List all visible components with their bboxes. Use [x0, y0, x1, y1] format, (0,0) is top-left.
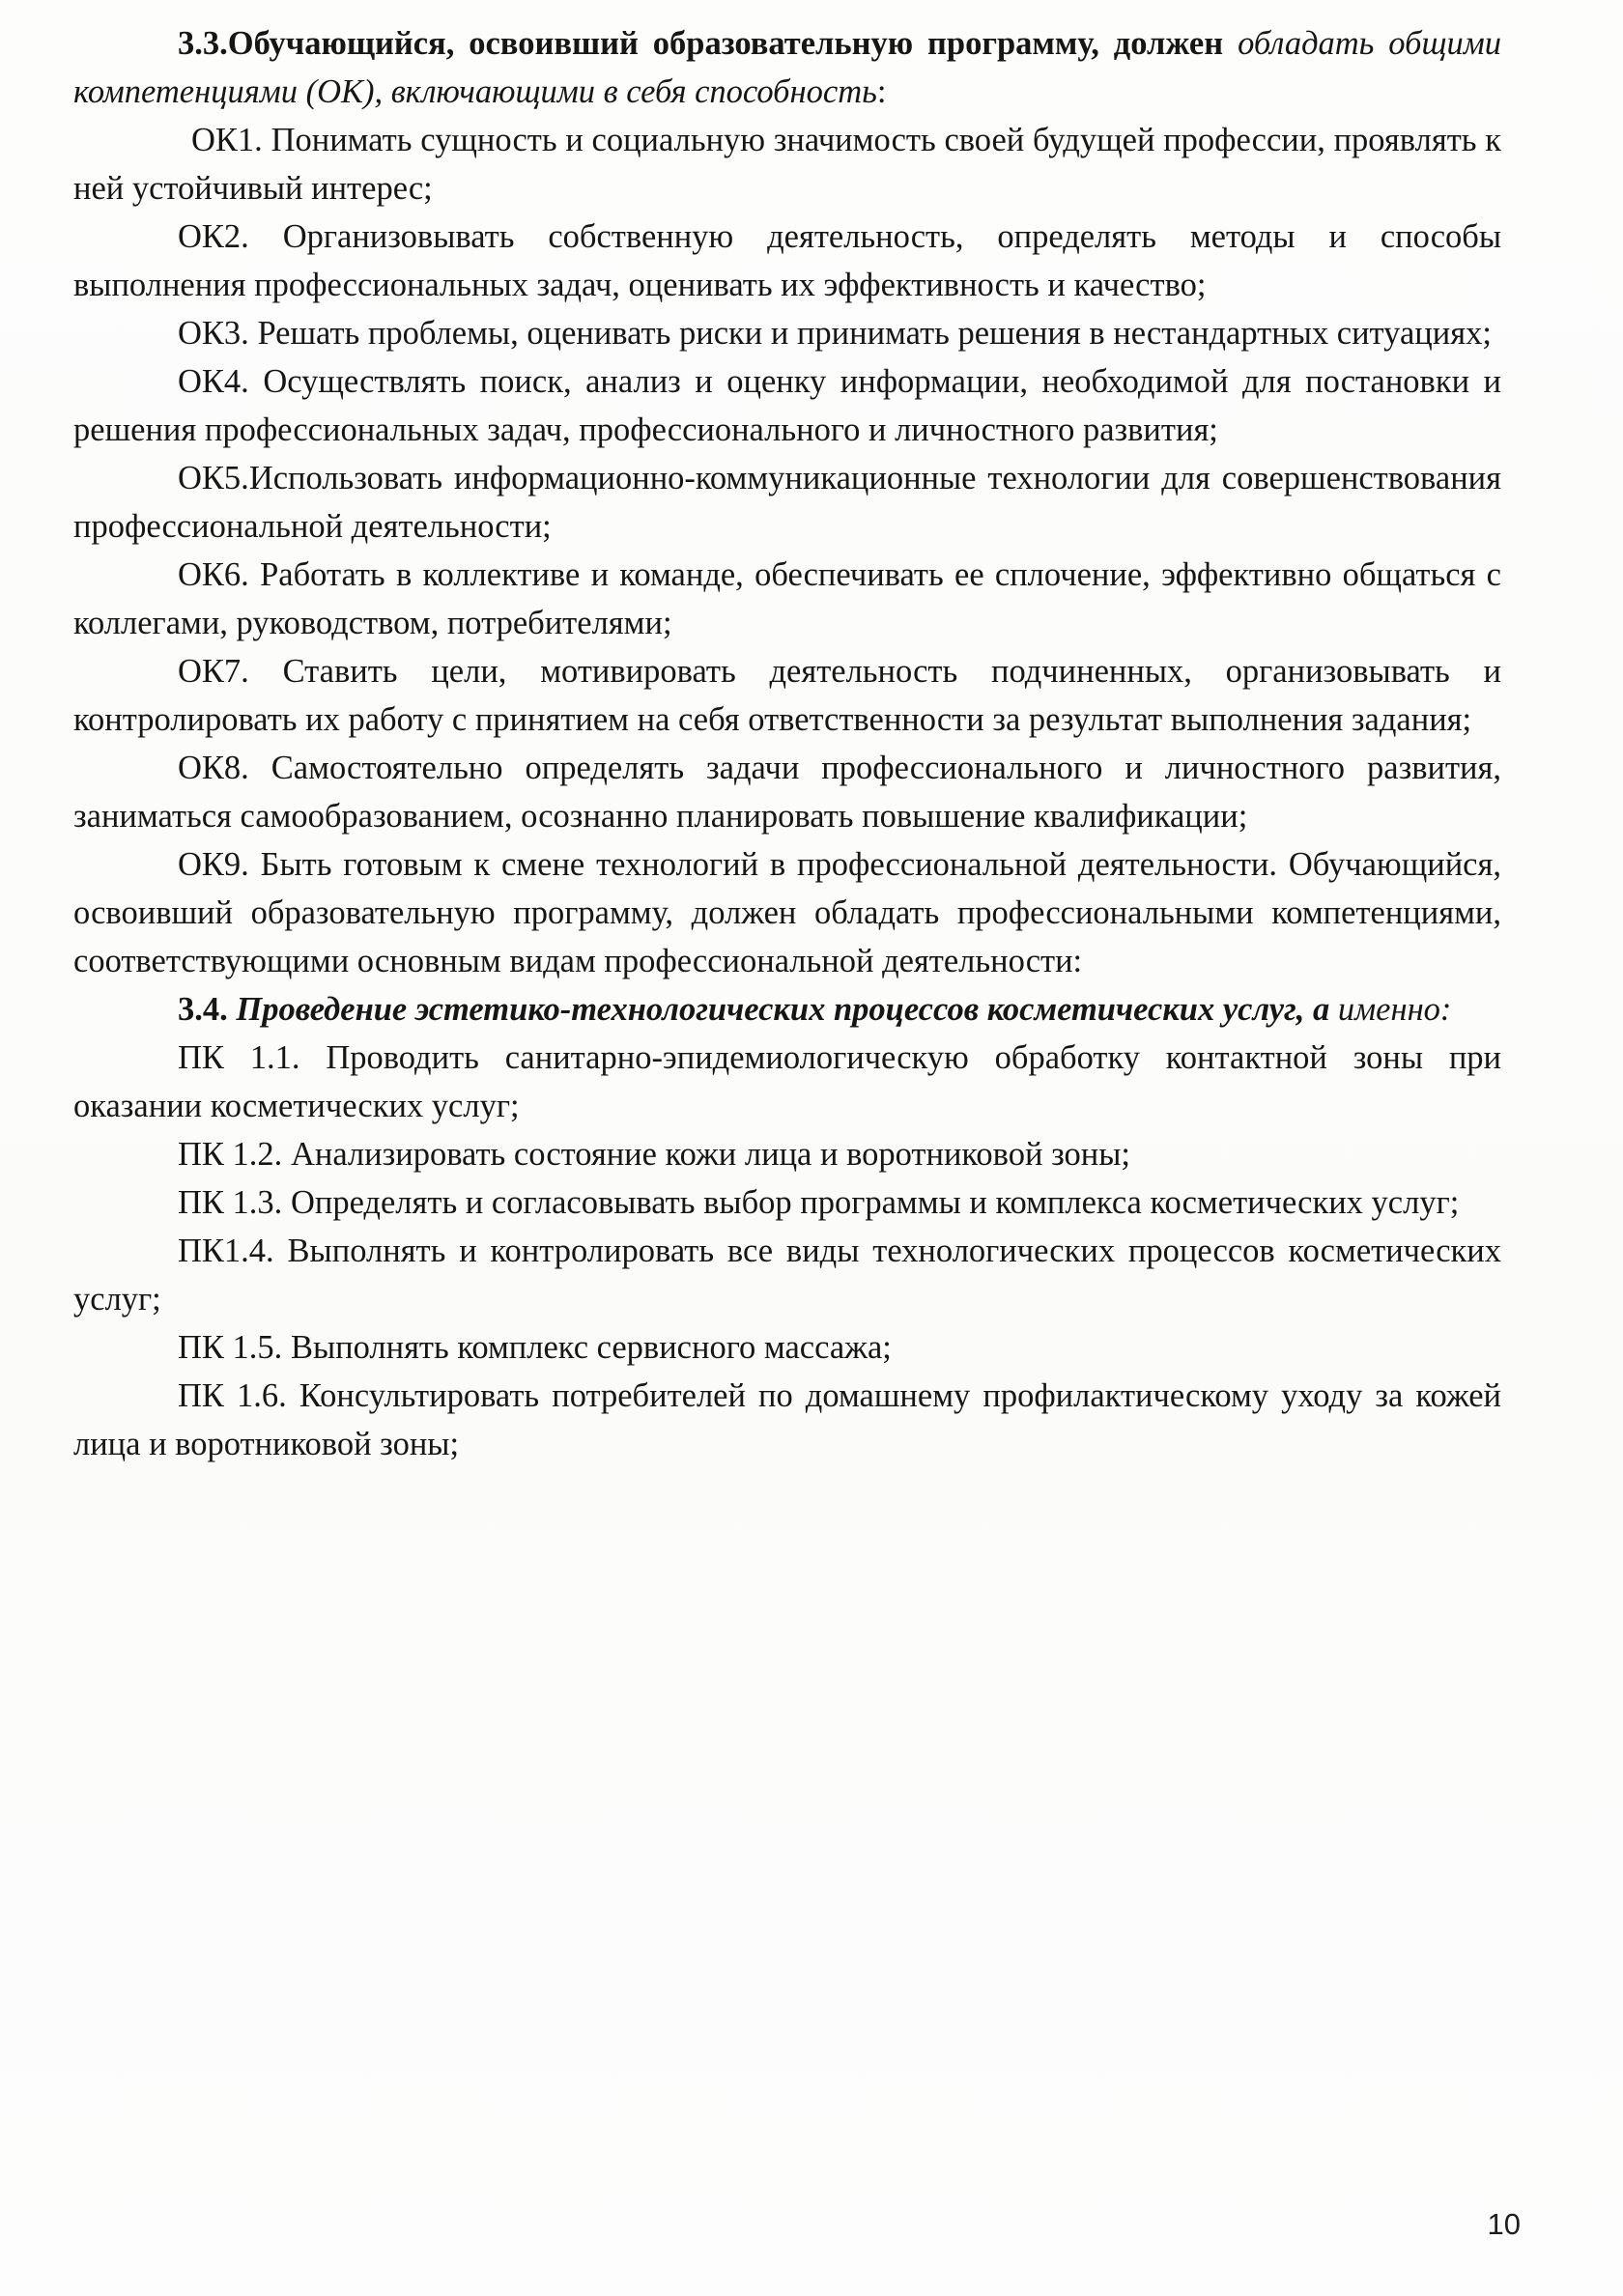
ok-item [73, 116, 1501, 213]
section-heading-tail: именно: [1337, 991, 1452, 1028]
ok-item [73, 551, 1501, 647]
ok-code: ОК5. [178, 460, 249, 496]
ok-item [73, 309, 1501, 357]
pk-text: Проводить санитарно-эпидемиологическую обработку контактной зоны при оказании косметических услуг; [73, 1039, 1502, 1124]
pk-text: Выполнять и контролировать все виды технологических процессов косметических услуг; [73, 1233, 1501, 1318]
pk-item [73, 1034, 1501, 1130]
ok-code: ОК1. [191, 122, 263, 158]
ok-item [73, 357, 1501, 454]
ok-text: Организовывать собственную деятельность, определять методы и способы выполнения профессиональных задач, оценивать их эффективность и качество; [73, 218, 1502, 303]
pk-item [73, 1130, 1501, 1178]
ok-text: Ставить цели, мотивировать деятельность подчиненных, организовывать и контролировать их работу с принятием на себя ответственности за результат выполнения задания; [73, 653, 1502, 738]
page-number: 10 [1487, 2207, 1521, 2241]
ok-code: ОК6. [178, 556, 249, 593]
ok-code: ОК8. [178, 750, 249, 786]
ok-text: Работать в коллективе и команде, обеспечивать ее сплочение, эффективно общаться с коллегами, руководством, потребителями; [73, 556, 1501, 641]
ok-text: Осуществлять поиск, анализ и оценку информации, необходимой для постановки и решения профессиональных задач, профессионального и личностного развития; [73, 363, 1502, 448]
ok-text: Использовать информационно-коммуникационные технологии для совершенствования профессиональной деятельности; [73, 460, 1501, 545]
ok-item [73, 454, 1501, 551]
section-heading-colon: : [876, 73, 887, 110]
pk-text: Определять и согласовывать выбор программы и комплекса косметических услуг; [290, 1184, 1460, 1221]
pk-text: Консультировать потребителей по домашнему профилактическому уходу за кожей лица и воротниковой зоны; [73, 1377, 1501, 1462]
section-number: 3.3. [178, 25, 228, 62]
ok-code: ОК3. [178, 315, 249, 352]
pk-code: ПК 1.3. [178, 1184, 283, 1221]
pk-text: Анализировать состояние кожи лица и воротниковой зоны; [290, 1136, 1130, 1173]
ok-code: ОК4. [178, 363, 249, 400]
pk-code: ПК 1.2. [178, 1136, 283, 1173]
ok-code: ОК9. [178, 846, 249, 883]
section-3-3-heading [73, 19, 1501, 116]
section-heading-italic: обладать общими компетенциями (ОК), включающими в себя способность [73, 25, 1502, 110]
ok-code: ОК2. [178, 218, 249, 255]
ok-code: ОК7. [178, 653, 249, 690]
ok-text: Решать проблемы, оценивать риски и принимать решения в нестандартных ситуациях; [257, 315, 1492, 352]
section-heading: Проведение эстетико-технологических процессов косметических услуг, а [236, 991, 1330, 1028]
ok-item [73, 744, 1501, 840]
pk-code: ПК1.4. [178, 1233, 274, 1269]
pk-item [73, 1178, 1501, 1227]
pk-code: ПК 1.5. [178, 1329, 283, 1366]
ok-item [73, 840, 1501, 985]
ok-text: Понимать сущность и социальную значимость своей будущей профессии, проявлять к ней устойчивый интерес; [73, 122, 1501, 207]
section-number: 3.4. [178, 991, 228, 1028]
pk-text: Выполнять комплекс сервисного массажа; [290, 1329, 892, 1366]
ok-text: Быть готовым к смене технологий в профессиональной деятельности. Обучающийся, освоивший образовательную программу, должен обладать профессиональными компетенциями, соответствующими основным видам профессиональной деятельности: [73, 846, 1501, 979]
pk-item [73, 1323, 1501, 1372]
document-body [73, 19, 1501, 1468]
pk-item [73, 1372, 1501, 1468]
section-3-4-heading [73, 985, 1501, 1034]
ok-text: Самостоятельно определять задачи профессионального и личностного развития, заниматься самообразованием, осознанно планировать повышение квалификации; [73, 750, 1501, 835]
pk-code: ПК 1.6. [178, 1377, 287, 1414]
pk-item [73, 1227, 1501, 1323]
pk-code: ПК 1.1. [178, 1039, 300, 1076]
ok-item [73, 647, 1501, 744]
ok-item [73, 213, 1501, 309]
section-heading: Обучающийся, освоивший образовательную программу, должен [227, 25, 1224, 62]
